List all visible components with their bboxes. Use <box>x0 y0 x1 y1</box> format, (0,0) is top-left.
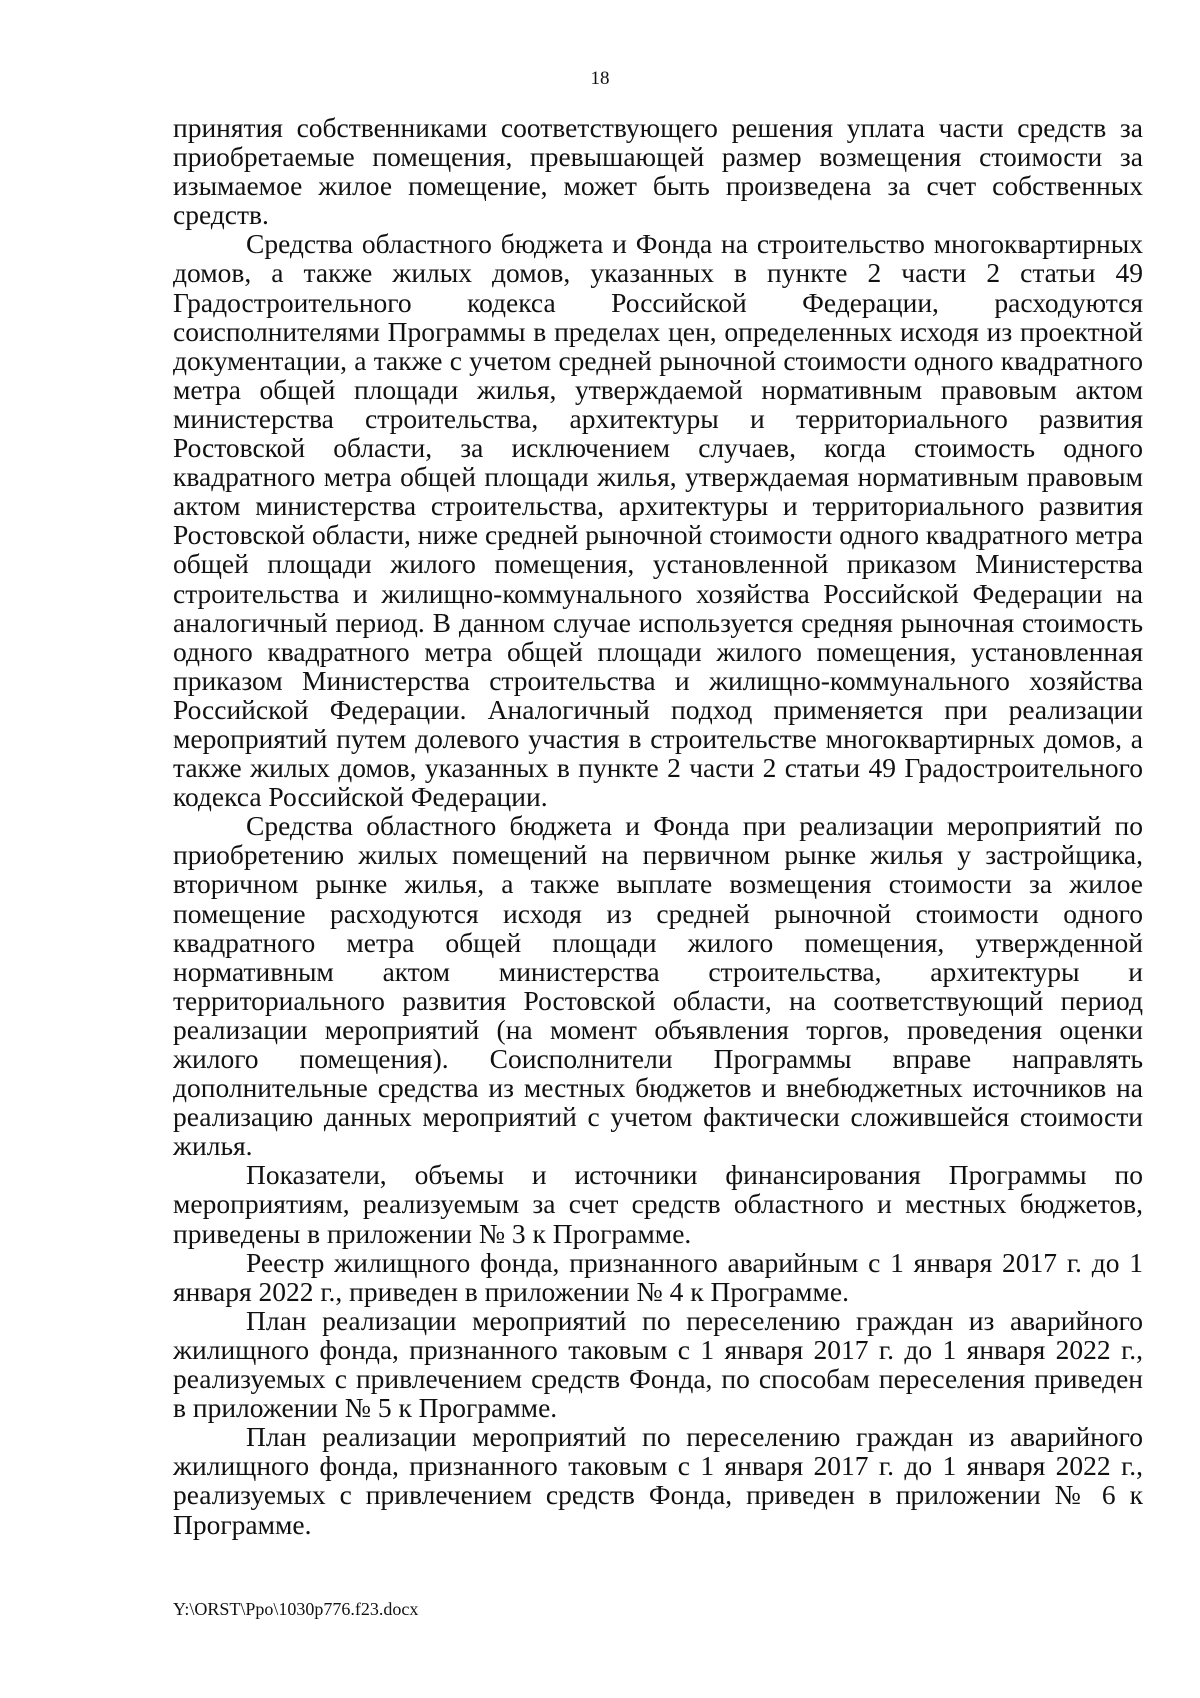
paragraph-acquisition-funds: Средства областного бюджета и Фонда при реализации мероприятий по приобретению жилых помещений на первичном рынке жилья у застройщика, вторичном рынке жилья, а также выплате возмещения стоимости за жилое помещение расходуются исходя из средней рыночной стоимости одного квадратного метра общей площади жилого помещения, утвержденной нормативным актом министерства строительства, архитектуры и территориального развития Ростовской области, на соответствующий период реализации мероприятий (на момент объявления торгов, проведения оценки жилого помещения). Соисполнители Программы вправе направлять дополнительные средства из местных бюджетов и внебюджетных источников на реализацию данных мероприятий с учетом фактически сложившейся стоимости жилья. <box>173 810 1143 1162</box>
paragraph-housing-registry: Реестр жилищного фонда, признанного аварийным с 1 января 2017 г. до 1 января 2022 г., приведен в приложении № 4 к Программе. <box>173 1246 1143 1307</box>
paragraph-continuation: принятия собственниками соответствующего решения уплата части средств за приобретаемые помещения, превышающей размер возмещения стоимости за изымаемое жилое помещение, может быть произведена за счет собственных средств. <box>173 112 1143 231</box>
page-number: 18 <box>590 68 610 89</box>
document-body <box>173 113 1143 1539</box>
paragraph-construction-funds: Средства областного бюджета и Фонда на строительство многоквартирных домов, а также жилых домов, указанных в пункте 2 части 2 статьи 49 Градостроительного кодекса Российской Федерации, расходуются соисполнителями Программы в пределах цен, определенных исходя из проектной документации, а также с учетом средней рыночной стоимости одного квадратного метра общей площади жилья, утверждаемой нормативным правовым актом министерства строительства, архитектуры и территориального развития Ростовской области, за исключением случаев, когда стоимость одного квадратного метра общей площади жилья, утверждаемая нормативным правовым актом министерства строительства, архитектуры и территориального развития Ростовской области, ниже средней рыночной стоимости одного квадратного метра общей площади жилого помещения, установленной приказом Министерства строительства и жилищно-коммунального хозяйства Российской Федерации на аналогичный период. В данном случае используется средняя рыночная стоимость одного квадратного метра общей площади жилого помещения, установленная приказом Министерства строительства и жилищно-коммунального хозяйства Российской Федерации. Аналогичный подход применяется при реализации мероприятий путем долевого участия в строительстве многоквартирных домов, а также жилых домов, указанных в пункте 2 части 2 статьи 49 Градостроительного кодекса Российской Федерации. <box>173 228 1143 813</box>
paragraph-resettlement-plan-methods: План реализации мероприятий по переселению граждан из аварийного жилищного фонда, признанного таковым с 1 января 2017 г. до 1 января 2022 г., реализуемых с привлечением средств Фонда, по способам переселения приведен в приложении № 5 к Программе. <box>173 1304 1143 1424</box>
paragraph-resettlement-plan: План реализации мероприятий по переселению граждан из аварийного жилищного фонда, признанного таковым с 1 января 2017 г. до 1 января 2022 г., реализуемых с привлечением средств Фонда, приведен в приложении № 6 к Программе. <box>173 1421 1143 1540</box>
footer-file-path: Y:\ORST\Ppo\1030p776.f23.docx <box>173 1599 419 1619</box>
paragraph-financing-indicators: Показатели, объемы и источники финансирования Программы по мероприятиям, реализуемым за счет средств областного и местных бюджетов, приведены в приложении № 3 к Программе. <box>173 1159 1143 1249</box>
